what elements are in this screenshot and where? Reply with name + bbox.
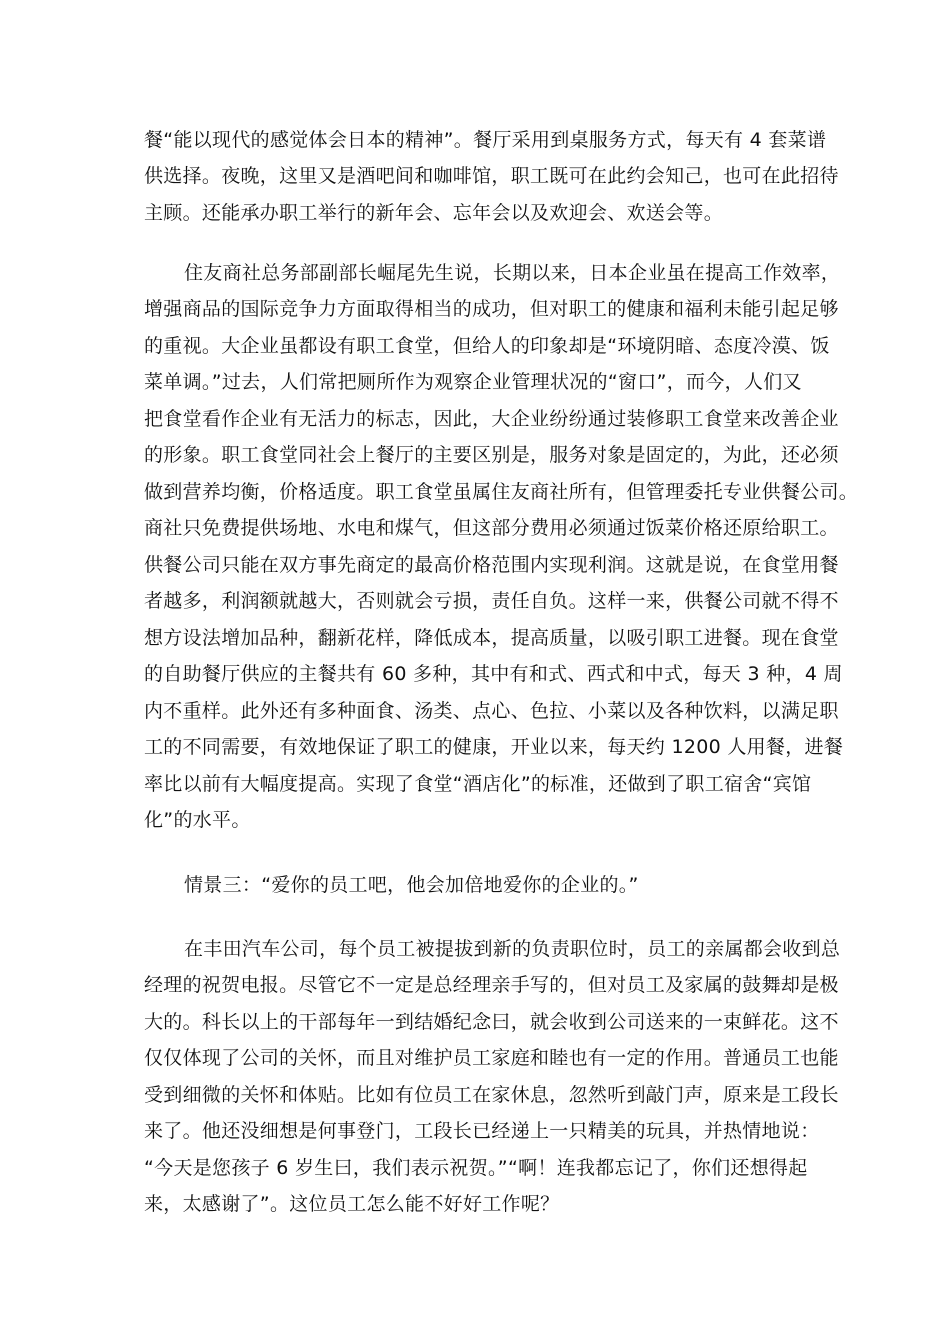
- text-line: 在丰田汽车公司，每个员工被提拔到新的负责职位时，员工的亲属都会收到总: [184, 938, 841, 960]
- text-line: 住友商社总务部副部长崛尾先生说，长期以来，日本企业虽在提高工作效率，: [184, 262, 841, 284]
- text-line: 大的。科长以上的干部每年一到结婚纪念曰，就会收到公司送来的一束鲜花。这不: [144, 1011, 839, 1033]
- text-line: 的重视。大企业虽都设有职工食堂，但给人的印象却是“环境阴暗、态度冷漠、饭: [144, 335, 830, 357]
- text-line: 商社只免费提供场地、水电和煤气，但这部分费用必须通过饭菜价格还原给职工。: [144, 517, 839, 539]
- text-line: 内不重样。此外还有多种面食、汤类、点心、色拉、小菜以及各种饮料，以满足职: [144, 700, 839, 722]
- text-line: 的形象。职工食堂同社会上餐厅的主要区别是，服务对象是固定的，为此，还必须: [144, 444, 839, 466]
- text-line: 者越多，利润额就越大，否则就会亏损，责任自负。这样一来，供餐公司就不得不: [144, 590, 839, 612]
- text-line: “今天是您孩子 6 岁生曰，我们表示祝贺。”“啊！连我都忘记了，你们还想得起: [144, 1157, 808, 1179]
- text-line: 的自助餐厅供应的主餐共有 60 多种，其中有和式、西式和中式，每天 3 种，4 周: [144, 663, 843, 685]
- text-line: 供餐公司只能在双方事先商定的最高价格范围内实现利润。这就是说，在食堂用餐: [144, 554, 839, 576]
- section-heading: 情景三：“爱你的员工吧，他会加倍地爱你的企业的。”: [184, 874, 639, 896]
- text-line: 想方设法增加品种，翻新花样，降低成本，提高质量，以吸引职工进餐。现在食堂: [144, 627, 839, 649]
- text-line: 主顾。还能承办职工举行的新年会、忘年会以及欢迎会、欢送会等。: [144, 202, 724, 224]
- text-line: 工的不同需要，有效地保证了职工的健康，开业以来，每天约 1200 人用餐，进餐: [144, 736, 844, 758]
- text-line: 做到营养均衡，价格适度。职工食堂虽属住友商社所有，但管理委托专业供餐公司。: [144, 481, 859, 503]
- text-line: 来了。他还没细想是何事登门，工段长已经递上一只精美的玩具，并热情地说：: [144, 1120, 820, 1142]
- text-line: 率比以前有大幅度提高。实现了食堂“酒店化”的标准，还做到了职工宿舍“宾馆: [144, 773, 812, 795]
- text-line: 经理的祝贺电报。尽管它不一定是总经理亲手写的，但对员工及家属的鼓舞却是极: [144, 974, 839, 996]
- text-line: 供选择。夜晚，这里又是酒吧间和咖啡馆，职工既可在此约会知己，也可在此招待: [144, 165, 839, 187]
- text-line: 菜单调。”过去，人们常把厕所作为观察企业管理状况的“窗口”，而今，人们又: [144, 371, 802, 393]
- text-line: 受到细微的关怀和体贴。比如有位员工在家休息，忽然听到敲门声，原来是工段长: [144, 1084, 839, 1106]
- text-line: 仅仅体现了公司的关怀，而且对维护员工家庭和睦也有一定的作用。普通员工也能: [144, 1047, 839, 1069]
- text-line: 化”的水平。: [144, 809, 251, 831]
- text-line: 餐“能以现代的感觉体会日本的精神”。餐厅采用到桌服务方式，每天有 4 套菜谱: [144, 129, 827, 151]
- text-line: 来，太感谢了”。这位员工怎么能不好好工作呢？: [144, 1193, 560, 1215]
- text-line: 把食堂看作企业有无活力的标志，因此，大企业纷纷通过装修职工食堂来改善企业: [144, 408, 839, 430]
- text-line: 增强商品的国际竞争力方面取得相当的成功，但对职工的健康和福利未能引起足够: [144, 298, 839, 320]
